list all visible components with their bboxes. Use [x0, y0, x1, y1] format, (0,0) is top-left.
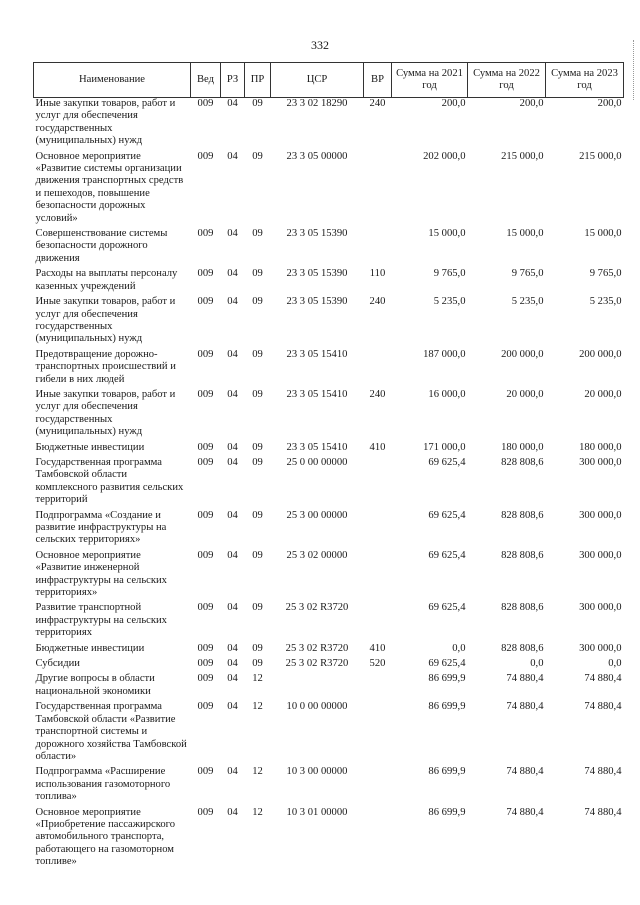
table-row — [34, 602, 624, 642]
cell-sum-2023: 200,0 — [597, 98, 622, 109]
cell-sum-2023: 74 880,4 — [584, 701, 622, 713]
cell-vr: 240 — [369, 388, 386, 400]
cell-rz: 04 — [227, 296, 238, 308]
cell-sum-2023: 74 880,4 — [584, 766, 622, 778]
cell-csr: 10 3 00 00000 — [286, 766, 348, 778]
cell-rz: 04 — [227, 441, 238, 453]
cell-sum-2021: 9 765,0 — [433, 268, 466, 280]
cell-name: Бюджетные инвестиции — [35, 441, 145, 453]
cell-pr: 09 — [252, 642, 263, 654]
cell-sum-2023: 200 000,0 — [579, 348, 622, 360]
cell-vr: 110 — [369, 268, 386, 280]
cell-sum-2022: 15 000,0 — [506, 228, 544, 240]
cell-csr — [271, 673, 364, 701]
cell-sum-2021: 0,0 — [452, 642, 466, 654]
cell-name: Предотвращение дорожно-транспортных происшествий и гибели в них людей — [35, 348, 176, 385]
cell-sum-2021: 69 625,4 — [428, 549, 466, 561]
cell-sum-2023: 15 000,0 — [584, 228, 622, 240]
cell-pr: 09 — [252, 602, 263, 614]
cell-ved: 009 — [197, 456, 214, 468]
header-ved: Вед — [191, 63, 221, 98]
cell-pr: 09 — [252, 388, 263, 400]
cell-csr: 25 3 02 R3720 — [285, 602, 349, 614]
cell-sum-2022: 215 000,0 — [501, 150, 544, 162]
cell-ved: 009 — [197, 441, 214, 453]
cell-pr: 12 — [252, 673, 263, 685]
cell-pr: 12 — [252, 701, 263, 713]
cell-rz: 04 — [227, 658, 238, 670]
cell-sum-2023: 300 000,0 — [579, 456, 622, 468]
cell-ved: 009 — [197, 98, 214, 109]
cell-sum-2022: 180 000,0 — [501, 441, 544, 453]
cell-sum-2022: 828 808,6 — [501, 549, 544, 561]
cell-pr: 09 — [252, 98, 263, 109]
cell-name: Подпрограмма «Создание и развитие инфраструктуры на сельских территориях» — [35, 509, 167, 546]
cell-pr: 12 — [252, 806, 263, 818]
cell-csr: 25 3 00 00000 — [286, 509, 348, 521]
cell-sum-2021: 86 699,9 — [428, 766, 466, 778]
cell-vr — [364, 766, 392, 806]
cell-vr: 410 — [369, 642, 386, 654]
cell-vr — [364, 701, 392, 766]
table-row — [34, 151, 624, 228]
cell-pr: 09 — [252, 549, 263, 561]
header-pr: ПР — [245, 63, 271, 98]
cell-ved: 009 — [197, 642, 214, 654]
cell-ved: 009 — [197, 701, 214, 713]
cell-csr: 25 3 02 00000 — [286, 549, 348, 561]
cell-ved: 009 — [197, 228, 214, 240]
table-header-row — [34, 63, 624, 98]
cell-rz: 04 — [227, 509, 238, 521]
cell-rz: 04 — [227, 766, 238, 778]
cell-vr: 410 — [369, 441, 386, 453]
cell-vr — [364, 228, 392, 268]
cell-name: Субсидии — [35, 658, 80, 670]
cell-csr: 23 3 05 15390 — [286, 296, 348, 308]
cell-sum-2022: 200,0 — [519, 98, 544, 109]
table-row — [34, 643, 624, 658]
cell-sum-2023: 300 000,0 — [579, 642, 622, 654]
cell-vr — [364, 457, 392, 510]
cell-csr: 10 0 00 00000 — [286, 701, 348, 713]
cell-sum-2021: 86 699,9 — [428, 701, 466, 713]
table-row — [34, 766, 624, 806]
cell-sum-2023: 5 235,0 — [589, 296, 622, 308]
cell-pr: 09 — [252, 150, 263, 162]
cell-pr: 12 — [252, 766, 263, 778]
cell-rz: 04 — [227, 456, 238, 468]
cell-ved: 009 — [197, 296, 214, 308]
header-sum-2021: Сумма на 2021 год — [392, 63, 468, 98]
cell-csr: 23 3 05 15410 — [286, 348, 348, 360]
cell-pr: 09 — [252, 296, 263, 308]
cell-sum-2022: 74 880,4 — [506, 701, 544, 713]
cell-name: Иные закупки товаров, работ и услуг для обеспечения государственных (муниципальных) нужд — [35, 388, 176, 438]
cell-rz: 04 — [227, 673, 238, 685]
cell-name: Государственная программа Тамбовской области комплексного развития сельских территорий — [35, 456, 184, 506]
cell-name: Основное мероприятие «Приобретение пассажирского автомобильного транспорта, работающего на газомоторном топливе» — [35, 806, 175, 868]
cell-sum-2021: 86 699,9 — [428, 673, 466, 685]
cell-rz: 04 — [227, 549, 238, 561]
cell-sum-2023: 180 000,0 — [579, 441, 622, 453]
cell-ved: 009 — [197, 766, 214, 778]
cell-ved: 009 — [197, 806, 214, 818]
cell-name: Подпрограмма «Расширение использования газомоторного топлива» — [35, 766, 171, 803]
cell-sum-2021: 16 000,0 — [428, 388, 466, 400]
cell-name: Основное мероприятие «Развитие системы организации движения транспортных средств и пешеходов, повышение безопасности дорожных условий» — [35, 150, 184, 224]
cell-csr: 23 3 05 15410 — [286, 441, 348, 453]
page-edge-marker — [633, 40, 637, 100]
cell-sum-2021: 187 000,0 — [423, 348, 466, 360]
cell-ved: 009 — [197, 673, 214, 685]
cell-sum-2022: 828 808,6 — [501, 642, 544, 654]
cell-sum-2022: 828 808,6 — [501, 456, 544, 468]
cell-pr: 09 — [252, 441, 263, 453]
header-sum-2023: Сумма на 2023 год — [546, 63, 624, 98]
cell-name: Другие вопросы в области национальной экономики — [35, 673, 155, 697]
cell-name: Иные закупки товаров, работ и услуг для обеспечения государственных (муниципальных) нужд — [35, 296, 176, 345]
cell-pr: 09 — [252, 456, 263, 468]
cell-sum-2022: 5 235,0 — [511, 296, 544, 308]
cell-rz: 04 — [227, 98, 238, 109]
cell-csr: 23 3 02 18290 — [286, 98, 348, 109]
cell-sum-2021: 202 000,0 — [423, 150, 466, 162]
cell-sum-2022: 828 808,6 — [501, 602, 544, 614]
cell-ved: 009 — [197, 549, 214, 561]
cell-sum-2023: 0,0 — [608, 658, 622, 670]
cell-sum-2021: 200,0 — [441, 98, 466, 109]
cell-ved: 009 — [197, 658, 214, 670]
cell-csr: 23 3 05 15390 — [286, 228, 348, 240]
cell-sum-2022: 828 808,6 — [501, 509, 544, 521]
cell-pr: 09 — [252, 348, 263, 360]
cell-sum-2021: 171 000,0 — [423, 441, 466, 453]
cell-vr: 240 — [369, 296, 386, 308]
cell-csr: 10 3 01 00000 — [286, 806, 348, 818]
cell-sum-2021: 69 625,4 — [428, 509, 466, 521]
cell-sum-2022: 9 765,0 — [511, 268, 544, 280]
cell-sum-2022: 74 880,4 — [506, 766, 544, 778]
table-row — [34, 673, 624, 701]
cell-sum-2021: 69 625,4 — [428, 456, 466, 468]
cell-sum-2023: 300 000,0 — [579, 549, 622, 561]
cell-rz: 04 — [227, 388, 238, 400]
cell-rz: 04 — [227, 701, 238, 713]
cell-ved: 009 — [197, 268, 214, 280]
cell-vr — [364, 673, 392, 701]
cell-vr — [364, 602, 392, 642]
cell-sum-2021: 15 000,0 — [428, 228, 466, 240]
table-row — [34, 701, 624, 766]
table-row — [34, 228, 624, 268]
table-row — [34, 442, 624, 457]
table-row — [34, 510, 624, 550]
header-sum-2022: Сумма на 2022 год — [468, 63, 546, 98]
table-body — [34, 98, 624, 872]
cell-rz: 04 — [227, 268, 238, 280]
table-row — [34, 807, 624, 872]
table-row — [34, 550, 624, 603]
cell-csr: 25 0 00 00000 — [286, 456, 348, 468]
cell-pr: 09 — [252, 658, 263, 670]
cell-sum-2023: 300 000,0 — [579, 509, 622, 521]
cell-csr: 25 3 02 R3720 — [285, 642, 349, 654]
cell-name: Основное мероприятие «Развитие инженерной инфраструктуры на сельских территориях» — [35, 549, 167, 599]
cell-name: Бюджетные инвестиции — [35, 642, 145, 654]
cell-csr: 23 3 05 15390 — [286, 268, 348, 280]
cell-rz: 04 — [227, 228, 238, 240]
cell-vr — [364, 807, 392, 872]
cell-sum-2021: 5 235,0 — [433, 296, 466, 308]
table-row — [34, 296, 624, 349]
cell-name: Государственная программа Тамбовской области «Развитие транспортной системы и дорожного хозяйства Тамбовской области» — [35, 701, 187, 762]
header-rz: РЗ — [221, 63, 245, 98]
cell-ved: 009 — [197, 388, 214, 400]
budget-table — [33, 62, 624, 872]
cell-sum-2021: 86 699,9 — [428, 806, 466, 818]
cell-sum-2022: 74 880,4 — [506, 806, 544, 818]
cell-sum-2021: 69 625,4 — [428, 602, 466, 614]
cell-vr — [364, 510, 392, 550]
header-name: Наименование — [34, 63, 191, 98]
cell-rz: 04 — [227, 150, 238, 162]
cell-name: Совершенствование системы безопасности дорожного движения — [35, 228, 168, 264]
cell-rz: 04 — [227, 348, 238, 360]
cell-name: Иные закупки товаров, работ и услуг для обеспечения государственных (муниципальных) нужд — [35, 98, 176, 147]
cell-rz: 04 — [227, 602, 238, 614]
cell-csr: 23 3 05 00000 — [286, 150, 348, 162]
cell-sum-2022: 74 880,4 — [506, 673, 544, 685]
cell-name: Расходы на выплаты персоналу казенных учреждений — [35, 268, 178, 292]
cell-pr: 09 — [252, 509, 263, 521]
cell-sum-2022: 0,0 — [530, 658, 544, 670]
cell-sum-2023: 300 000,0 — [579, 602, 622, 614]
cell-sum-2023: 74 880,4 — [584, 673, 622, 685]
cell-vr — [364, 550, 392, 603]
cell-sum-2022: 20 000,0 — [506, 388, 544, 400]
header-csr: ЦСР — [271, 63, 364, 98]
cell-sum-2022: 200 000,0 — [501, 348, 544, 360]
cell-sum-2023: 20 000,0 — [584, 388, 622, 400]
cell-vr: 240 — [369, 98, 386, 109]
cell-ved: 009 — [197, 150, 214, 162]
cell-sum-2023: 215 000,0 — [579, 150, 622, 162]
cell-vr — [364, 349, 392, 389]
table-row — [34, 268, 624, 296]
cell-vr — [364, 151, 392, 228]
cell-vr: 520 — [369, 658, 386, 670]
table-row — [34, 389, 624, 442]
page-number: 332 — [311, 38, 329, 52]
cell-rz: 04 — [227, 642, 238, 654]
cell-sum-2023: 9 765,0 — [589, 268, 622, 280]
cell-sum-2023: 74 880,4 — [584, 806, 622, 818]
table-row — [34, 98, 624, 151]
header-vr: ВР — [364, 63, 392, 98]
cell-pr: 09 — [252, 228, 263, 240]
cell-ved: 009 — [197, 348, 214, 360]
cell-csr: 23 3 05 15410 — [286, 388, 348, 400]
cell-csr: 25 3 02 R3720 — [285, 658, 349, 670]
cell-rz: 04 — [227, 806, 238, 818]
table-row — [34, 457, 624, 510]
cell-sum-2021: 69 625,4 — [428, 658, 466, 670]
cell-ved: 009 — [197, 509, 214, 521]
cell-ved: 009 — [197, 602, 214, 614]
cell-name: Развитие транспортной инфраструктуры на сельских территориях — [35, 602, 167, 639]
cell-pr: 09 — [252, 268, 263, 280]
table-row — [34, 349, 624, 389]
table-row — [34, 658, 624, 673]
